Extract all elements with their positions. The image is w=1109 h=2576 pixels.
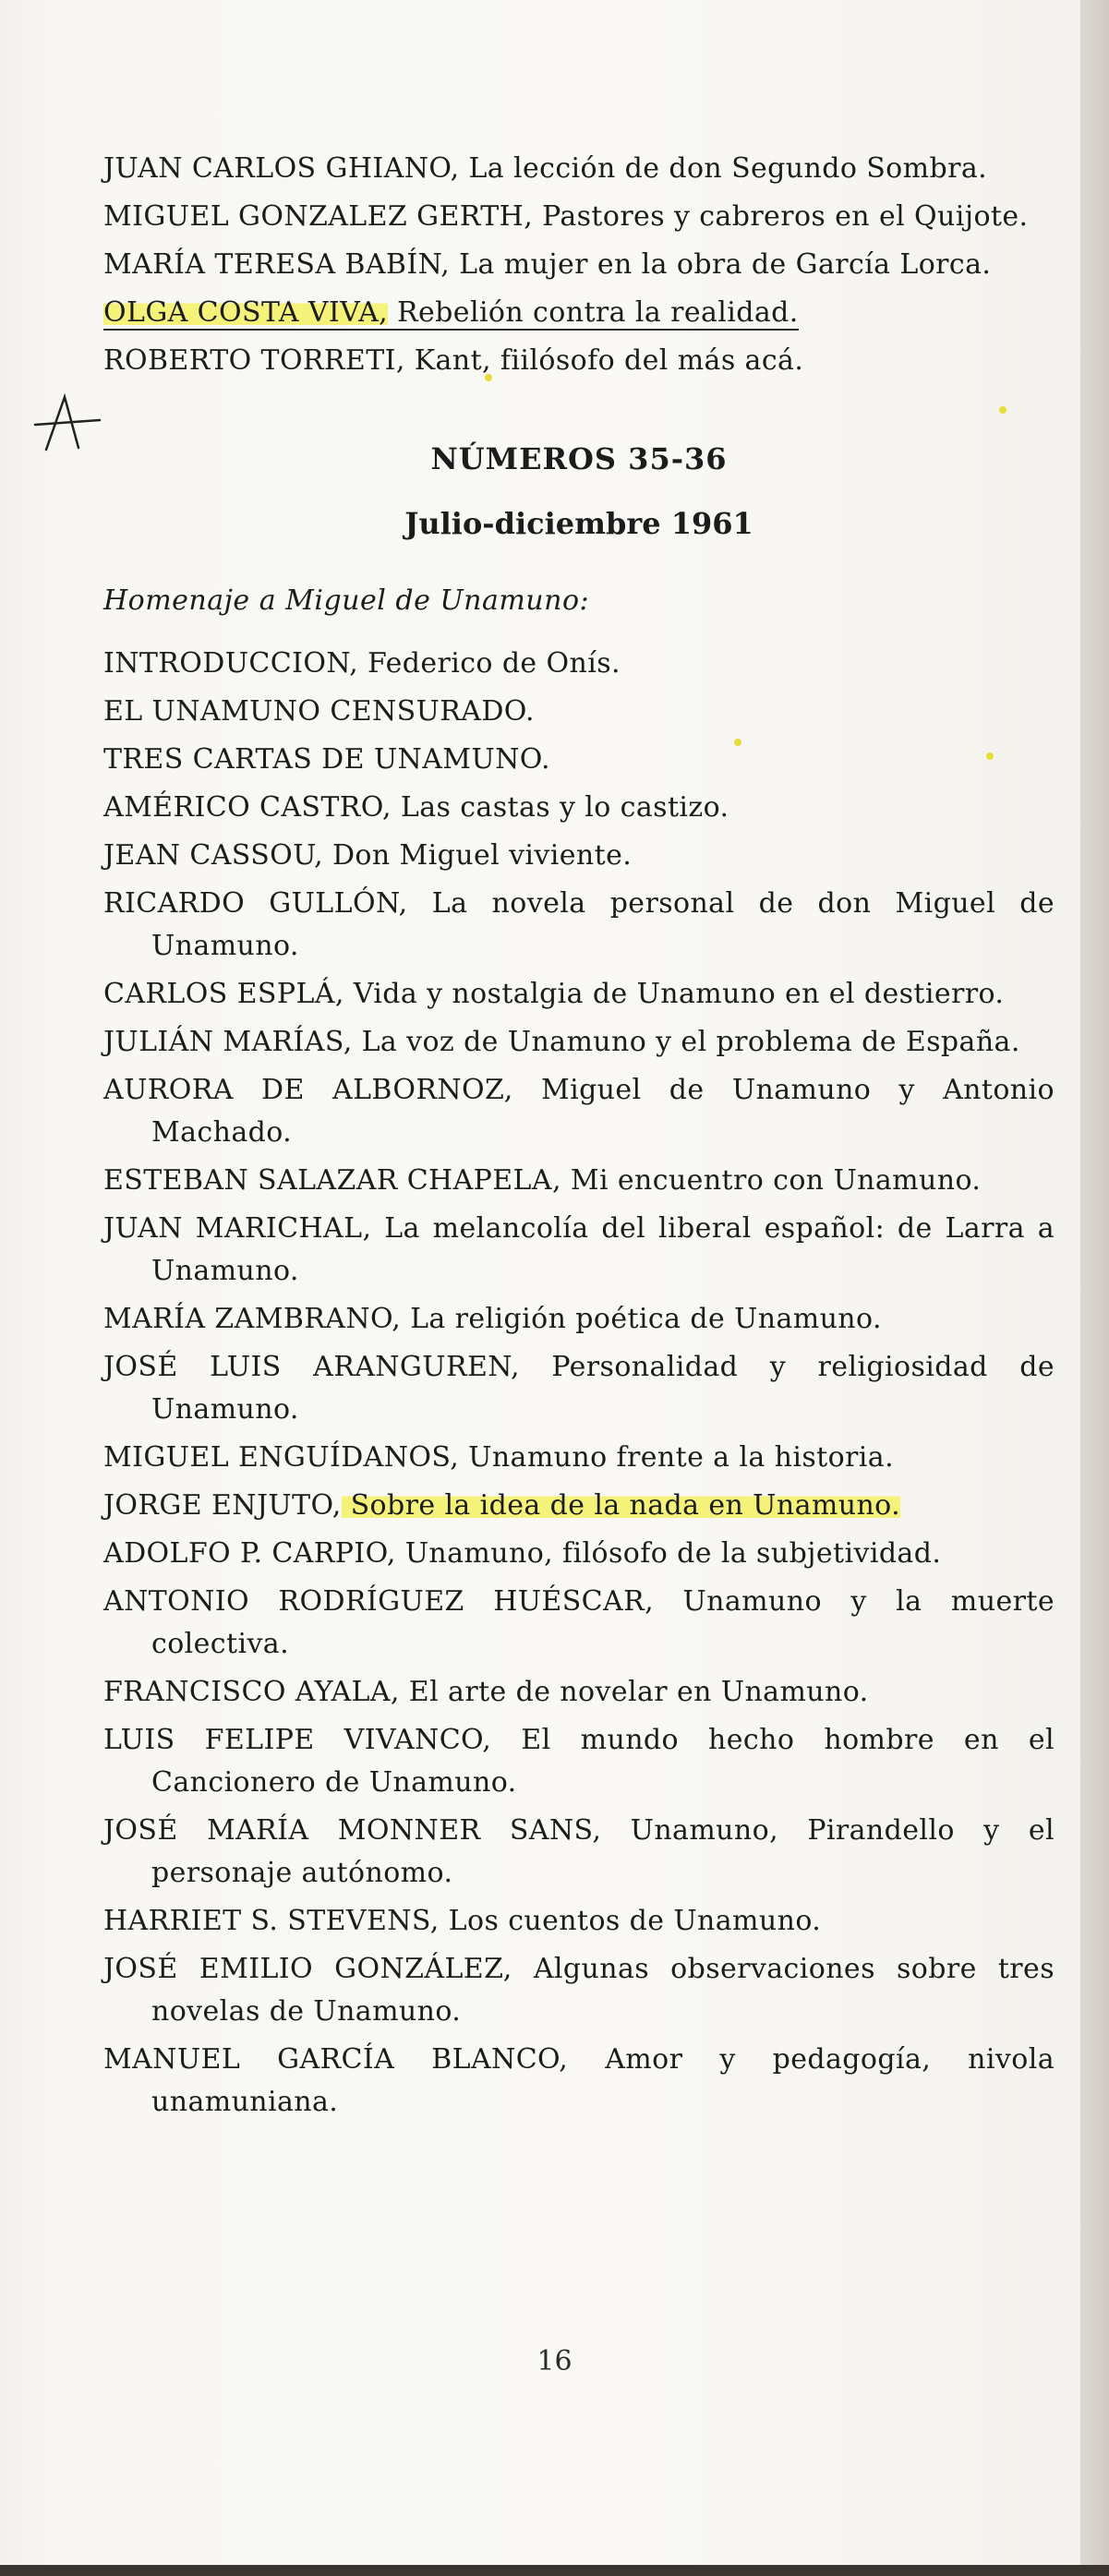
list-item: LUIS FELIPE VIVANCO, El mundo hecho hombre en el Cancionero de Unamuno.: [103, 1724, 1055, 1799]
list-item: ADOLFO P. CARPIO, Unamuno, filósofo de la subjetividad.: [103, 1537, 942, 1570]
section-heading: NÚMEROS 35-36: [430, 441, 728, 476]
list-item: JOSÉ MARÍA MONNER SANS, Unamuno, Pirandello y el personaje autónomo.: [103, 1814, 1055, 1889]
entry-author: OLGA COSTA VIVA,: [103, 296, 389, 329]
list-item: ANTONIO RODRÍGUEZ HUÉSCAR, Unamuno y la muerte colectiva.: [103, 1585, 1055, 1660]
list-item: ESTEBAN SALAZAR CHAPELA, Mi encuentro con Unamuno.: [103, 1164, 982, 1197]
list-item: JUAN MARICHAL, La melancolía del liberal español: de Larra a Unamuno.: [103, 1212, 1055, 1287]
list-item: [103, 196, 1055, 238]
entry-list-main: [103, 643, 1055, 2124]
list-item: JOSÉ LUIS ARANGUREN, Personalidad y religiosidad de Unamuno.: [103, 1351, 1055, 1426]
list-item: MIGUEL ENGUÍDANOS, Unamuno frente a la historia.: [103, 1441, 895, 1474]
list-item: EL UNAMUNO CENSURADO.: [103, 695, 535, 728]
section-date: Julio-diciembre 1961: [404, 506, 753, 541]
list-item: JULIÁN MARÍAS, La voz de Unamuno y el problema de España.: [103, 1026, 1020, 1058]
list-item: CARLOS ESPLÁ, Vida y nostalgia de Unamuno en el destierro.: [103, 978, 1005, 1010]
list-item: HARRIET S. STEVENS, Los cuentos de Unamuno.: [103, 1905, 822, 1937]
entry-list-top: [103, 148, 1055, 382]
entry-author: ROBERTO TORRETI,: [103, 344, 405, 377]
list-item: MARÍA ZAMBRANO, La religión poética de Unamuno.: [103, 1303, 882, 1335]
entry-author: JUAN CARLOS GHIANO,: [103, 152, 460, 185]
entry-title: Rebelión contra la realidad.: [388, 296, 799, 329]
list-item: [103, 244, 1055, 286]
entry-author: MARÍA TERESA BABÍN,: [103, 248, 451, 281]
entry-title: La mujer en la obra de García Lorca.: [450, 248, 992, 281]
scan-border: [0, 2565, 1109, 2576]
entry-title: La lección de don Segundo Sombra.: [459, 152, 988, 185]
list-item: AURORA DE ALBORNOZ, Miguel de Unamuno y Antonio Machado.: [103, 1074, 1055, 1149]
list-item-highlighted: JORGE ENJUTO, Sobre la idea de la nada en Unamuno.: [103, 1489, 901, 1522]
list-item: TRES CARTAS DE UNAMUNO.: [103, 743, 550, 776]
homage-heading: Homenaje a Miguel de Unamuno:: [103, 584, 590, 617]
page-edge: [1080, 0, 1109, 2576]
handwritten-margin-mark: [28, 392, 111, 461]
list-item: MANUEL GARCÍA BLANCO, Amor y pedagogía, nivola unamuniana.: [103, 2043, 1055, 2118]
list-item-marked: [103, 292, 1055, 334]
entry-author: MIGUEL GONZALEZ GERTH,: [103, 200, 534, 233]
list-item: [103, 148, 1055, 190]
table-of-contents: [103, 148, 1055, 2129]
list-item: FRANCISCO AYALA, El arte de novelar en Unamuno.: [103, 1676, 869, 1708]
entry-title: Kant, fiilósofo del más acá.: [404, 344, 804, 377]
list-item: JEAN CASSOU, Don Miguel viviente.: [103, 839, 633, 872]
list-item: JOSÉ EMILIO GONZÁLEZ, Algunas observaciones sobre tres novelas de Unamuno.: [103, 1953, 1055, 2028]
list-item: RICARDO GULLÓN, La novela personal de don Miguel de Unamuno.: [103, 887, 1055, 962]
list-item: [103, 340, 1055, 382]
list-item: AMÉRICO CASTRO, Las castas y lo castizo.: [103, 791, 729, 824]
list-item: INTRODUCCION, Federico de Onís.: [103, 647, 621, 680]
entry-title: Pastores y cabreros en el Quijote.: [533, 200, 1029, 233]
page-number: 16: [536, 2345, 573, 2377]
